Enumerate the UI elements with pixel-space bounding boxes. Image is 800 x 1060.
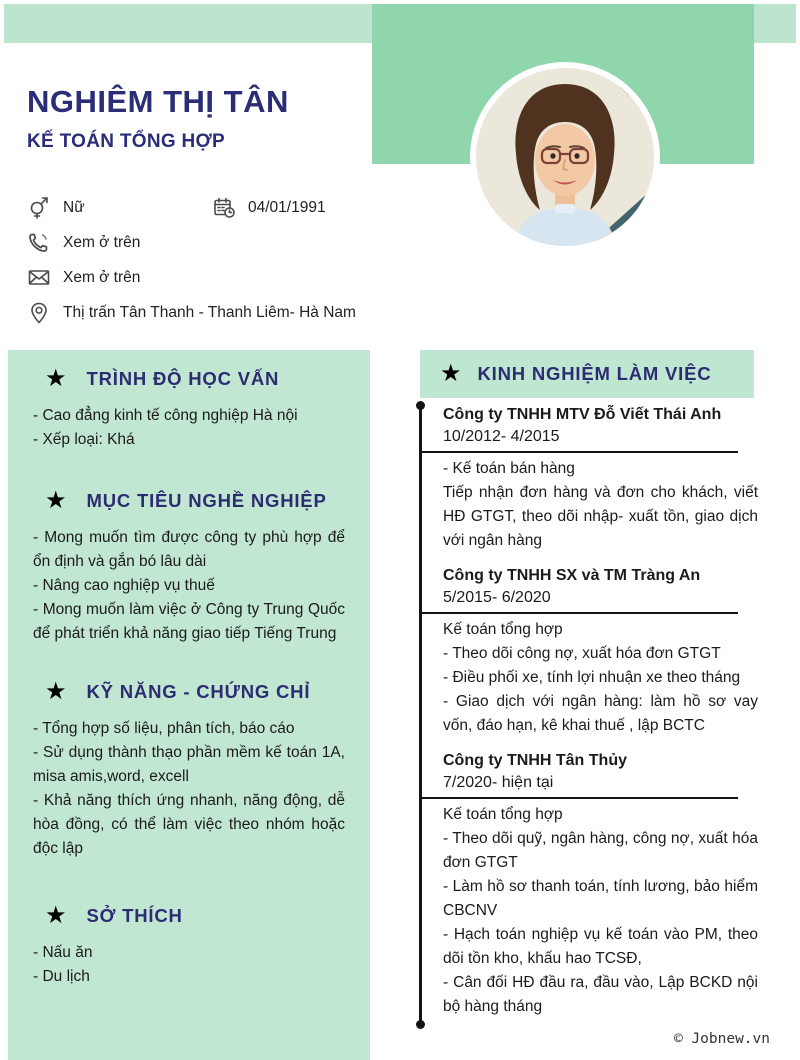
- job-detail-line: - Cân đối HĐ đầu ra, đầu vào, Lập BCKD nội bộ hàng tháng: [443, 974, 758, 1015]
- gender-icon: [27, 196, 51, 220]
- phone-cell: [27, 231, 140, 255]
- company-name: Công ty TNHH MTV Đỗ Viết Thái Anh: [443, 406, 722, 423]
- job-detail-line: - Làm hồ sơ thanh toán, tính lương, bảo hiểm CBCNV: [443, 878, 758, 919]
- star-icon: ★: [45, 902, 67, 929]
- skill-line: - Khả năng thích ứng nhanh, năng động, dễ hòa đồng, có thể làm việc theo nhóm hoặc độc lập: [33, 792, 345, 857]
- star-icon: ★: [45, 487, 67, 514]
- experience-entry: [443, 404, 758, 553]
- avatar: [470, 62, 660, 252]
- job-detail-line: - Điều phối xe, tính lợi nhuận xe theo tháng: [443, 669, 741, 686]
- divider-line: [420, 797, 738, 799]
- contact-row-address: [27, 295, 447, 330]
- gender-value: Nữ: [63, 198, 85, 216]
- address-cell: [27, 301, 356, 325]
- section-skills-header: [33, 679, 345, 705]
- company-name: Công ty TNHH SX và TM Tràng An: [443, 567, 701, 584]
- contact-row-gender-dob: [27, 190, 447, 225]
- calendar-icon: [212, 196, 236, 220]
- star-icon: ★: [440, 360, 462, 387]
- education-line: - Cao đẳng kinh tế công nghiệp Hà nội: [33, 407, 298, 424]
- objective-line: - Nâng cao nghiệp vụ thuế: [33, 577, 215, 594]
- skill-line: - Tổng hợp số liệu, phân tích, báo cáo: [33, 720, 295, 737]
- experience-title: KINH NGHIỆM LÀM VIỆC: [477, 363, 712, 384]
- employment-period: 5/2015- 6/2020: [443, 589, 551, 606]
- page-title: NGHIÊM THỊ TÂN: [27, 84, 289, 119]
- section-hobbies: [33, 903, 345, 989]
- section-title: KỸ NĂNG - CHỨNG CHỈ: [86, 681, 311, 702]
- dob-value: 04/01/1991: [248, 198, 326, 216]
- job-detail-line: - Kế toán bán hàng: [443, 460, 575, 477]
- section-skills-certificates: [33, 679, 345, 861]
- job-detail-line: Kế toán tổng hợp: [443, 621, 563, 638]
- section-education: [33, 366, 345, 452]
- section-title: TRÌNH ĐỘ HỌC VẤN: [86, 368, 280, 389]
- skill-line: - Sử dụng thành thạo phần mềm kế toán 1A, misa amis,word, excell: [33, 744, 345, 785]
- location-pin-icon: [27, 301, 51, 325]
- gender-cell: [27, 196, 212, 220]
- phone-value: Xem ở trên: [63, 233, 141, 251]
- education-line: - Xếp loại: Khá: [33, 431, 135, 448]
- section-career-objective-header: [33, 488, 345, 514]
- email-value: Xem ở trên: [63, 268, 141, 286]
- job-detail-line: - Theo dõi công nợ, xuất hóa đơn GTGT: [443, 645, 721, 662]
- hobby-line: - Du lịch: [33, 968, 90, 985]
- job-detail-line: Tiếp nhận đơn hàng và đơn cho khách, viết HĐ GTGT, theo dõi nhập- xuất tồn, giao dịch với ngân hàng: [443, 484, 758, 549]
- dob-cell: [212, 196, 326, 220]
- job-detail-line: Kế toán tổng hợp: [443, 806, 563, 823]
- portrait-illustration: [476, 68, 654, 246]
- star-icon: ★: [45, 365, 67, 392]
- address-value: Thị trấn Tân Thanh - Thanh Liêm- Hà Nam: [63, 303, 356, 321]
- objective-line: - Mong muốn tìm được công ty phù hợp để ổn định và gắn bó lâu dài: [33, 529, 345, 570]
- section-education-header: [33, 366, 345, 392]
- company-name: Công ty TNHH Tân Thủy: [443, 752, 627, 769]
- job-detail-line: - Hạch toán nghiệp vụ kế toán vào PM, theo dõi tồn kho, khấu hao TCSĐ,: [443, 926, 758, 967]
- job-title: KẾ TOÁN TỔNG HỢP: [27, 131, 226, 152]
- experience-list: [420, 402, 758, 1019]
- section-career-objective: [33, 488, 345, 646]
- experience-entry: [443, 750, 758, 1019]
- section-hobbies-header: [33, 903, 345, 929]
- experience-entry: [443, 565, 758, 738]
- experience-section-header: [420, 350, 754, 398]
- employment-period: 7/2020- hiện tại: [443, 774, 554, 791]
- phone-icon: [27, 231, 51, 255]
- envelope-icon: [27, 266, 51, 290]
- hobby-line: - Nấu ăn: [33, 944, 93, 961]
- divider-line: [420, 451, 738, 453]
- section-title: MỤC TIÊU NGHỀ NGHIỆP: [86, 490, 327, 511]
- job-detail-line: - Giao dịch với ngân hàng: làm hồ sơ vay vốn, đáo hạn, kê khai thuế , lập BCTC: [443, 693, 758, 734]
- employment-period: 10/2012- 4/2015: [443, 428, 560, 445]
- email-cell: [27, 266, 140, 290]
- job-detail-line: - Theo dõi quỹ, ngân hàng, công nợ, xuất hóa đơn GTGT: [443, 830, 758, 871]
- left-sidebar-panel: [8, 350, 370, 1060]
- section-title: SỞ THÍCH: [86, 905, 183, 926]
- contact-row-phone: [27, 225, 447, 260]
- divider-line: [420, 612, 738, 614]
- star-icon: ★: [45, 678, 67, 705]
- objective-line: - Mong muốn làm việc ở Công ty Trung Quốc để phát triển khả năng giao tiếp Tiếng Trung: [33, 601, 345, 642]
- contact-row-email: [27, 260, 447, 295]
- contact-info: [27, 190, 447, 330]
- site-credit-link[interactable]: © Jobnew.vn: [673, 1031, 770, 1047]
